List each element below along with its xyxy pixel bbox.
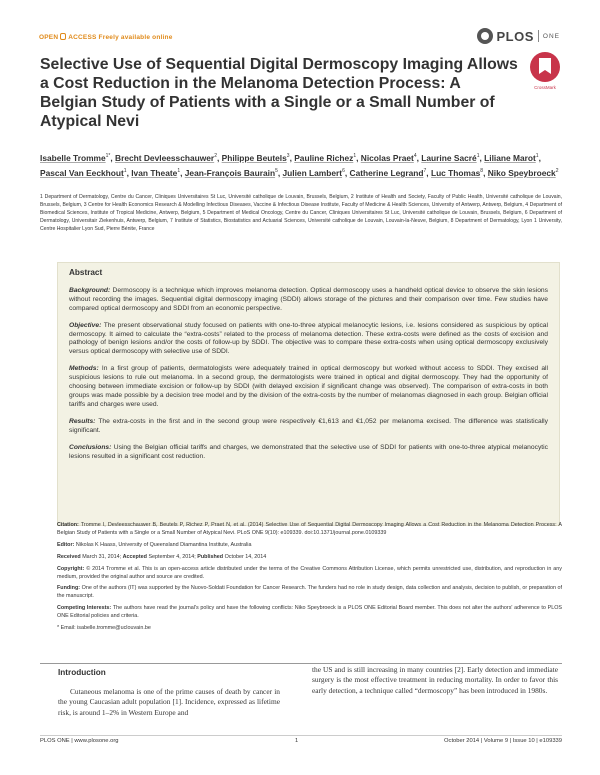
crossmark-label: CrossMark xyxy=(534,85,556,90)
author-name[interactable]: Nicolas Praet xyxy=(360,152,414,163)
section-divider xyxy=(40,663,562,664)
plos-one-logo[interactable] xyxy=(477,26,561,46)
author xyxy=(283,168,345,178)
abstract-conclusions xyxy=(69,444,548,462)
crossmark-icon xyxy=(530,52,560,82)
open-lock-icon xyxy=(60,33,66,40)
plos-name: PLOS xyxy=(496,28,534,44)
citation xyxy=(57,522,562,538)
introduction-heading: Introduction xyxy=(58,668,106,677)
accepted-date: September 4, 2014; xyxy=(148,553,196,560)
author-name[interactable]: Catherine Legrand xyxy=(349,168,424,179)
author-affiliation-marker: 2 xyxy=(555,168,559,175)
author-affiliation-marker: 1 xyxy=(123,168,127,175)
conclusions-label: Conclusions: xyxy=(69,443,112,451)
author xyxy=(361,153,417,163)
copyright-text: © 2014 Tromme et al. This is an open-access article distributed under the terms of the Creative Commons Attribution License, which permits unrestricted use, distribution, and reproduction in any medium, provided the original author and source are credited. xyxy=(57,565,562,580)
author-affiliation-marker: 2 xyxy=(214,153,217,159)
editor-text: Nikolas K Haass, University of Queensland Diamantina Institute, Australia xyxy=(75,541,252,548)
author xyxy=(115,153,217,163)
author-name[interactable]: Isabelle Tromme xyxy=(40,152,106,163)
author-affiliation-marker: 1 xyxy=(535,153,539,159)
editor xyxy=(57,542,562,550)
crossmark-badge[interactable] xyxy=(523,52,567,90)
objective-label: Objective: xyxy=(69,321,102,329)
copyright-label: Copyright: xyxy=(57,565,85,572)
author-affiliation-marker: 3 xyxy=(286,153,290,159)
author xyxy=(350,168,427,178)
plos-one-label: ONE xyxy=(542,32,560,40)
author-affiliation-marker: 1 xyxy=(476,153,480,159)
citation-text[interactable]: Tromme I, Devleesschauwer B, Beutels P, Richez P, Praet N, et al. (2014) Selective Use of Sequential Digital Dermoscopy Imaging Allows a Cost Reduction in the Melanoma Detection Process: A Belgian Study of Patients with a Single or a Small Number of Atypical Nevi. PLoS ONE 9(10): e109339. doi:10.1371/journal.pone.0109339 xyxy=(57,522,562,536)
methods-text: In a first group of patients, dermatologists were adequately trained in optical dermoscopy but worked without access to SDDI. They excised all suspicious lesions to rule out melanoma. In a second group, the dermatologists were trained in optical and digital dermoscopy. They had the opportunity of choosing between immediate excision or follow-up by SDDI (with delayed excision if significant change was observed). The comparison of extra-costs in both groups was made possible by a decision tree model and by the division of the extra-costs by the number of melanomas diagnosed in each group. Belgian official tariffs and charges were used. xyxy=(69,365,549,408)
author-affiliation-marker: 1* xyxy=(105,153,111,159)
plos-logo-icon xyxy=(477,28,493,44)
author-affiliation-marker: 6 xyxy=(342,168,345,175)
funding-label: Funding: xyxy=(57,585,81,592)
footer-issue: October 2014 | Volume 9 | Issue 10 | e109339 xyxy=(444,738,562,744)
abstract-results xyxy=(69,418,548,436)
copyright xyxy=(57,566,562,582)
author-name[interactable]: Ivan Theate xyxy=(131,168,178,179)
affiliations: 1 Department of Dermatology, Centre du Cancer, Cliniques Universitaires St Luc, Université catholique de Louvain, Brussels, Belgium, 2 Institute of Health and Society, Faculty of Public Health, Université catholique de Louvain, Brussels, Belgium, 3 Centre for Health Economics Research & Modelling Infectious Diseases, Vaccine & Infectious Disease Institute, Faculty of Medicine & Health Sciences, University of Antwerp, Antwerp, Belgium, 4 Department of Biomedical Sciences, Institute of Tropical Medicine, Antwerp, Belgium, 5 Department of Medical Oncology, Centre du Cancer, Cliniques Universitaires St Luc, Université catholique de Louvain, Brussels, Belgium, 6 Department of Dermatology, Universitair Ziekenhuis, Antwerp, Belgium, 7 Institute of Statistics, Biostatistics and Actuarial Sciences, Université catholique de Louvain, Louvain-la-Neuve, Belgium, 8 Department of Dermatology, Lyon 1 University, Centre Hospitalier Lyon Sud, Pierre Bénite, France xyxy=(40,194,562,233)
abstract-background xyxy=(69,287,548,314)
freely-available-label: Freely available online xyxy=(98,34,173,41)
published-label: Published xyxy=(197,553,224,560)
introduction-column-right: the US and is still increasing in many countries [2]. Early detection and immediate surgery is the most effective treatment in reducing mortality. In order to favor this early detection, a technique called “dermoscopy” has been introduced in 1980s. xyxy=(312,665,558,695)
author xyxy=(40,153,110,163)
open-access-banner xyxy=(39,33,173,41)
dates xyxy=(57,554,562,562)
funding xyxy=(57,585,562,601)
author-affiliation-marker: 1 xyxy=(177,168,181,175)
author-name[interactable]: Pascal Van Eeckhout xyxy=(40,168,124,179)
article-metadata xyxy=(57,522,562,637)
author xyxy=(131,168,180,178)
author-name[interactable]: Luc Thomas xyxy=(430,168,481,179)
footer-journal[interactable]: PLOS ONE | www.plosone.org xyxy=(40,738,119,744)
author-name[interactable]: Liliane Marot xyxy=(484,152,536,163)
abstract-heading: Abstract xyxy=(69,268,103,277)
author-name[interactable]: Brecht Devleesschauwer xyxy=(115,152,215,163)
author xyxy=(40,168,127,178)
received-date: March 31, 2014; xyxy=(82,553,122,560)
received-label: Received xyxy=(57,553,81,560)
introduction-column-left: Cutaneous melanoma is one of the prime causes of death by cancer in the young Caucasian adult population [1]. Incidence, expressed as lifetime risk, is around 1–2% in Western Europe and xyxy=(58,687,280,717)
editor-label: Editor: xyxy=(57,541,75,548)
author xyxy=(294,153,356,163)
author xyxy=(488,168,559,178)
author-affiliation-marker: 4 xyxy=(413,153,417,159)
open-label: OPEN xyxy=(39,34,59,41)
author xyxy=(421,153,479,163)
page-number: 1 xyxy=(295,738,299,744)
funding-text: One of the authors (IT) was supported by the Nuovo-Soldati Foundation for Cancer Research. The funders had no role in study design, data collection and analysis, decision to publish, or preparation of the manuscript. xyxy=(57,585,563,600)
author-affiliation-marker: 7 xyxy=(423,168,427,175)
methods-label: Methods: xyxy=(69,365,99,373)
author-name[interactable]: Pauline Richez xyxy=(294,152,354,163)
objective-text: The present observational study focused on patients with one-to-three atypical melanocytic lesions, i.e. lesions considered as suspicious by optical dermoscopy. It aimed to calculate the “extra-costs” related to the process of melanoma detection. These extra-costs were defined as the costs of excision and pathology of benign lesions and/or the costs of follow-up by SDDI. The objective was to compare these extra-costs when using optical dermoscopy exclusively versus optical dermoscopy with selective use of SDDI. xyxy=(69,321,548,356)
author xyxy=(185,168,278,178)
author-list: Isabelle Tromme$^{1*}$, Brecht Devleesschauwer$^2$, Philippe Beutels$^3$, Pauline Richez$^1$, Nicolas Praet$^4$, Laurine Sacré$^1$, Liliane Marot$^1$, Pascal Van Eeckhout$^1$, Ivan Theate$^1$, Jean-François Baurain$^5$, Julien Lambert$^6$, Catherine Legrand$^7$, Luc Thomas$^8$, Niko Speybroeck$^2$ xyxy=(40,152,559,179)
author-affiliation-marker: 5 xyxy=(275,168,278,175)
accepted-label: Accepted xyxy=(122,553,147,560)
competing-label: Competing Interests: xyxy=(57,605,112,612)
citation-label: Citation: xyxy=(57,522,79,528)
background-text: Dermoscopy is a technique which improves melanoma detection. Optical dermoscopy uses a handheld optical device to observe the skin lesions without recording the images. Sequential digital dermoscopy imaging (SDDI) allows storage of the pictures and their comparison over time. Few studies have compared optical dermoscopy and SDDI from an economic perspective. xyxy=(69,286,548,312)
author xyxy=(484,153,538,163)
author-name[interactable]: Jean-François Baurain xyxy=(184,168,276,179)
competing-text: The authors have read the journal's policy and have the following conflicts: Niko Speybroeck is a PLOS ONE Editorial Board member. This does not alter the authors' adherence to PLOS ONE Editorial policies and criteria. xyxy=(57,605,562,620)
competing-interests xyxy=(57,605,562,621)
author xyxy=(222,153,290,163)
access-label: ACCESS xyxy=(68,34,97,41)
author-name[interactable]: Julien Lambert xyxy=(282,168,343,179)
author-name[interactable]: Philippe Beutels xyxy=(221,152,287,163)
results-label: Results: xyxy=(69,417,96,425)
author xyxy=(431,168,483,178)
conclusions-text: Using the Belgian official tariffs and charges, we demonstrated that the selective use of SDDI for patients with one-to-three atypical melanocytic lesions resulted in a significant cost reduction. xyxy=(69,443,548,460)
author-affiliation-marker: 8 xyxy=(480,168,484,175)
author-name[interactable]: Laurine Sacré xyxy=(421,152,477,163)
abstract-box xyxy=(57,262,560,526)
author-name[interactable]: Niko Speybroeck xyxy=(487,168,556,179)
author-affiliation-marker: 1 xyxy=(353,153,357,159)
article-title: Selective Use of Sequential Digital Dermoscopy Imaging Allows a Cost Reduction in the Melanoma Detection Process: A Belgian Study of Patients with a Single or a Small Number of Atypical Nevi xyxy=(40,56,518,130)
abstract-methods xyxy=(69,365,548,410)
abstract-objective xyxy=(69,322,548,358)
published-date: October 14, 2014 xyxy=(224,553,267,560)
background-label: Background: xyxy=(69,286,111,294)
footer-divider xyxy=(40,735,562,736)
corresponding-email[interactable]: * Email: isabelle.tromme@uclouvain.be xyxy=(57,625,151,632)
results-text: The extra-costs in the first and in the second group were respectively €1,613 and €1,052 per melanoma excised. The difference was statistically significant. xyxy=(69,417,548,434)
logo-divider xyxy=(538,30,539,42)
